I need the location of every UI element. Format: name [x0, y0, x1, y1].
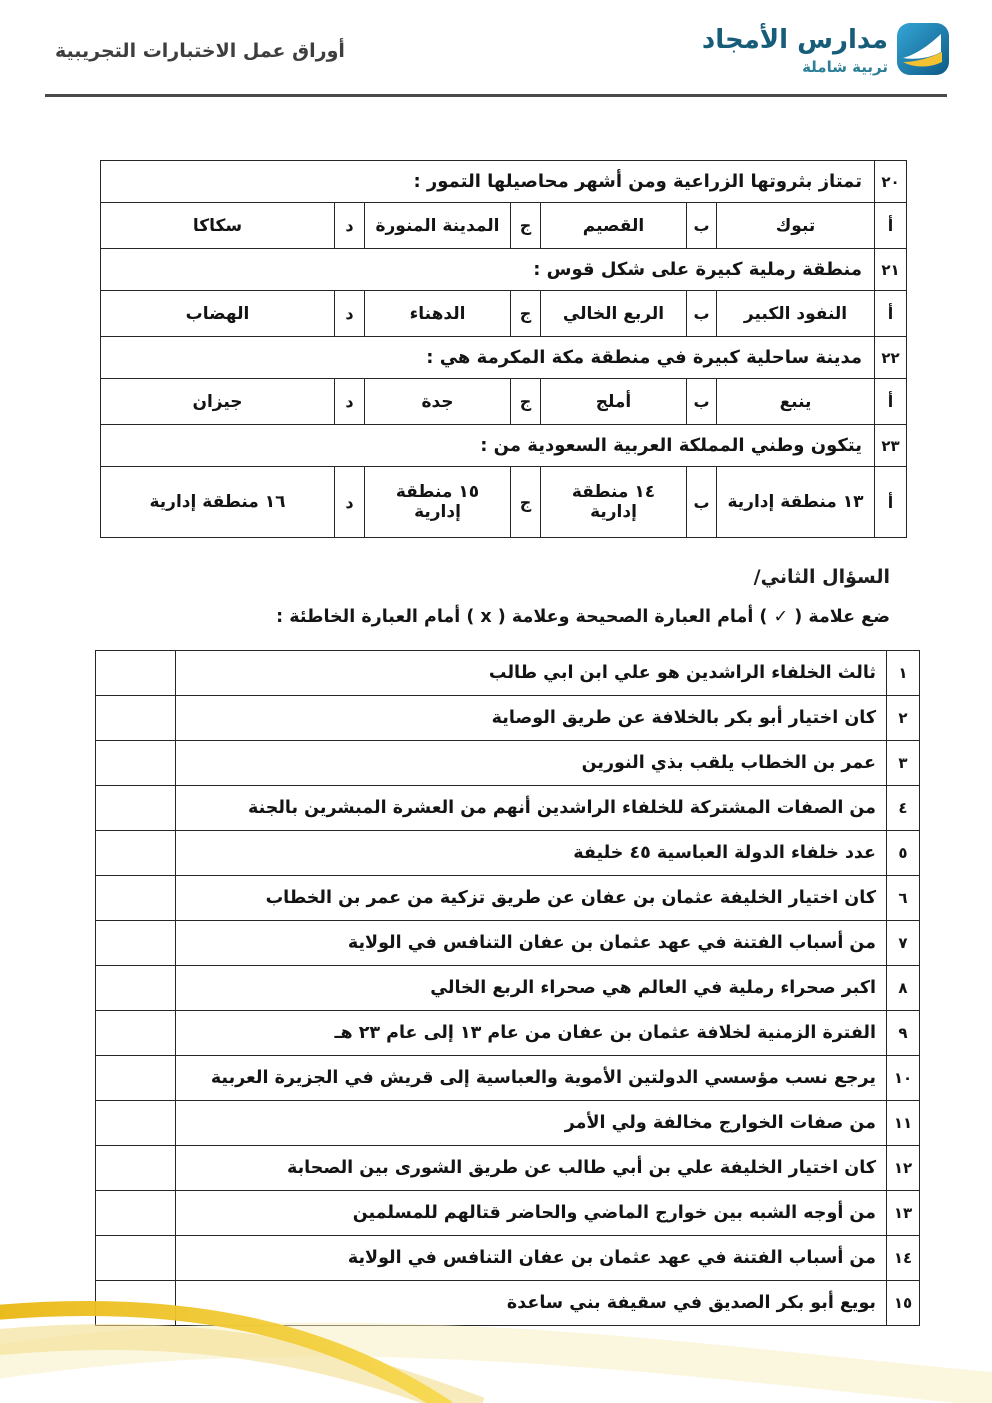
tf-row: [96, 876, 920, 921]
tf-number: ١٤: [887, 1236, 920, 1281]
tf-answer-cell: [96, 786, 176, 831]
tf-answer-cell: [96, 921, 176, 966]
tf-statement: كان اختيار الخليفة عثمان بن عفان عن طريق تزكية من عمر بن الخطاب: [176, 876, 887, 921]
tf-answer-cell: [96, 651, 176, 696]
tf-answer-cell: [96, 741, 176, 786]
mcq-options-row: [101, 291, 907, 337]
mcq-option-letter: أ: [875, 291, 907, 337]
mcq-option-text: ١٥ منطقة إدارية: [365, 467, 511, 538]
section2-instruction: ضع علامة ( ✓ ) أمام العبارة الصحيحة وعلامة ( x ) أمام العبارة الخاطئة :: [276, 607, 890, 627]
tf-statement: من صفات الخوارج مخالفة ولي الأمر: [176, 1101, 887, 1146]
tf-number: ٨: [887, 966, 920, 1011]
mcq-option-text: ١٦ منطقة إدارية: [101, 467, 335, 538]
mcq-option-text: جيزان: [101, 379, 335, 425]
mcq-options-row: [101, 379, 907, 425]
tf-answer-cell: [96, 696, 176, 741]
tf-number: ١٢: [887, 1146, 920, 1191]
tf-number: ١١: [887, 1101, 920, 1146]
mcq-option-text: الهضاب: [101, 291, 335, 337]
tf-answer-cell: [96, 1011, 176, 1056]
truefalse-table: [95, 650, 920, 1326]
tf-row: [96, 1101, 920, 1146]
mcq-option-letter: ب: [687, 203, 717, 249]
mcq-option-letter: أ: [875, 467, 907, 538]
mcq-option-letter: ج: [511, 291, 541, 337]
tf-row: [96, 651, 920, 696]
mcq-option-letter: د: [335, 379, 365, 425]
section2-heading: السؤال الثاني/: [753, 566, 890, 588]
mcq-option-text: ينبع: [717, 379, 875, 425]
tf-answer-cell: [96, 966, 176, 1011]
tf-answer-cell: [96, 1056, 176, 1101]
tf-row: [96, 1056, 920, 1101]
tf-number: ١: [887, 651, 920, 696]
logo-name: مدارس الأمجاد: [701, 25, 888, 55]
mcq-question-text: تمتاز بثروتها الزراعية ومن أشهر محاصيلها التمور :: [101, 161, 875, 203]
mcq-question-number: ٢٠: [875, 161, 907, 203]
mcq-question-number: ٢٣: [875, 425, 907, 467]
tf-row: [96, 966, 920, 1011]
tf-number: ١٠: [887, 1056, 920, 1101]
mcq-option-text: تبوك: [717, 203, 875, 249]
mcq-option-letter: د: [335, 467, 365, 538]
mcq-option-text: القصيم: [541, 203, 687, 249]
tf-statement: عدد خلفاء الدولة العباسية ٤٥ خليفة: [176, 831, 887, 876]
tf-row: [96, 921, 920, 966]
mcq-question-number: ٢٢: [875, 337, 907, 379]
mcq-option-letter: ج: [511, 203, 541, 249]
mcq-option-text: المدينة المنورة: [365, 203, 511, 249]
tf-statement: من أسباب الفتنة في عهد عثمان بن عفان التنافس في الولاية: [176, 1236, 887, 1281]
tf-answer-cell: [96, 831, 176, 876]
tf-statement: كان اختيار أبو بكر بالخلافة عن طريق الوصاية: [176, 696, 887, 741]
tf-row: [96, 831, 920, 876]
tf-row: [96, 1011, 920, 1056]
tf-answer-cell: [96, 1146, 176, 1191]
mcq-option-letter: أ: [875, 379, 907, 425]
mcq-option-text: الدهناء: [365, 291, 511, 337]
page-title: أوراق عمل الاختبارات التجريبية: [55, 40, 345, 62]
mcq-option-letter: د: [335, 291, 365, 337]
mcq-table: [100, 160, 907, 538]
mcq-option-letter: ب: [687, 379, 717, 425]
mcq-option-letter: ب: [687, 291, 717, 337]
mcq-option-letter: أ: [875, 203, 907, 249]
mcq-question-row: [101, 249, 907, 291]
tf-statement: يرجع نسب مؤسسي الدولتين الأموية والعباسية إلى قريش في الجزيرة العربية: [176, 1056, 887, 1101]
tf-statement: كان اختيار الخليفة علي بن أبي طالب عن طريق الشورى بين الصحابة: [176, 1146, 887, 1191]
tf-number: ٢: [887, 696, 920, 741]
tf-statement: ثالث الخلفاء الراشدين هو علي ابن ابي طالب: [176, 651, 887, 696]
school-logo-icon: [896, 22, 950, 76]
header-divider: [45, 94, 947, 97]
mcq-option-letter: د: [335, 203, 365, 249]
tf-row: [96, 1146, 920, 1191]
tf-answer-cell: [96, 1191, 176, 1236]
mcq-options-row: [101, 203, 907, 249]
tf-number: ١٣: [887, 1191, 920, 1236]
tf-number: ٤: [887, 786, 920, 831]
tf-statement: عمر بن الخطاب يلقب بذي النورين: [176, 741, 887, 786]
mcq-option-text: ١٤ منطقة إدارية: [541, 467, 687, 538]
tf-number: ٥: [887, 831, 920, 876]
mcq-question-number: ٢١: [875, 249, 907, 291]
mcq-question-row: [101, 161, 907, 203]
tf-statement: بويع أبو بكر الصديق في سقيفة بني ساعدة: [176, 1281, 887, 1326]
tf-number: ٦: [887, 876, 920, 921]
tf-number: ١٥: [887, 1281, 920, 1326]
tf-statement: من أسباب الفتنة في عهد عثمان بن عفان التنافس في الولاية: [176, 921, 887, 966]
tf-row: [96, 1191, 920, 1236]
logo-text: [702, 26, 888, 76]
tf-statement: من أوجه الشبه بين خوارج الماضي والحاضر قتالهم للمسلمين: [176, 1191, 887, 1236]
mcq-question-row: [101, 425, 907, 467]
mcq-option-text: ١٣ منطقة إدارية: [717, 467, 875, 538]
tf-statement: اكبر صحراء رملية في العالم هي صحراء الربع الخالي: [176, 966, 887, 1011]
tf-answer-cell: [96, 876, 176, 921]
mcq-option-text: أملج: [541, 379, 687, 425]
mcq-option-text: جدة: [365, 379, 511, 425]
tf-row: [96, 786, 920, 831]
tf-number: ٧: [887, 921, 920, 966]
mcq-option-letter: ب: [687, 467, 717, 538]
tf-statement: الفترة الزمنية لخلافة عثمان بن عفان من عام ١٣ إلى عام ٢٣ هـ: [176, 1011, 887, 1056]
tf-number: ٣: [887, 741, 920, 786]
mcq-options-row: [101, 467, 907, 538]
decorative-wave: [0, 1268, 992, 1403]
mcq-option-text: سكاكا: [101, 203, 335, 249]
tf-answer-cell: [96, 1101, 176, 1146]
tf-row: [96, 741, 920, 786]
mcq-option-letter: ج: [511, 379, 541, 425]
tf-row: [96, 696, 920, 741]
mcq-option-text: الربع الخالي: [541, 291, 687, 337]
mcq-question-text: منطقة رملية كبيرة على شكل قوس :: [101, 249, 875, 291]
tf-number: ٩: [887, 1011, 920, 1056]
tf-statement: من الصفات المشتركة للخلفاء الراشدين أنهم من العشرة المبشرين بالجنة: [176, 786, 887, 831]
logo-tagline: تربية شاملة: [802, 57, 888, 76]
mcq-question-text: يتكون وطني المملكة العربية السعودية من :: [101, 425, 875, 467]
mcq-question-text: مدينة ساحلية كبيرة في منطقة مكة المكرمة هي :: [101, 337, 875, 379]
mcq-option-text: النفود الكبير: [717, 291, 875, 337]
mcq-option-letter: ج: [511, 467, 541, 538]
mcq-question-row: [101, 337, 907, 379]
